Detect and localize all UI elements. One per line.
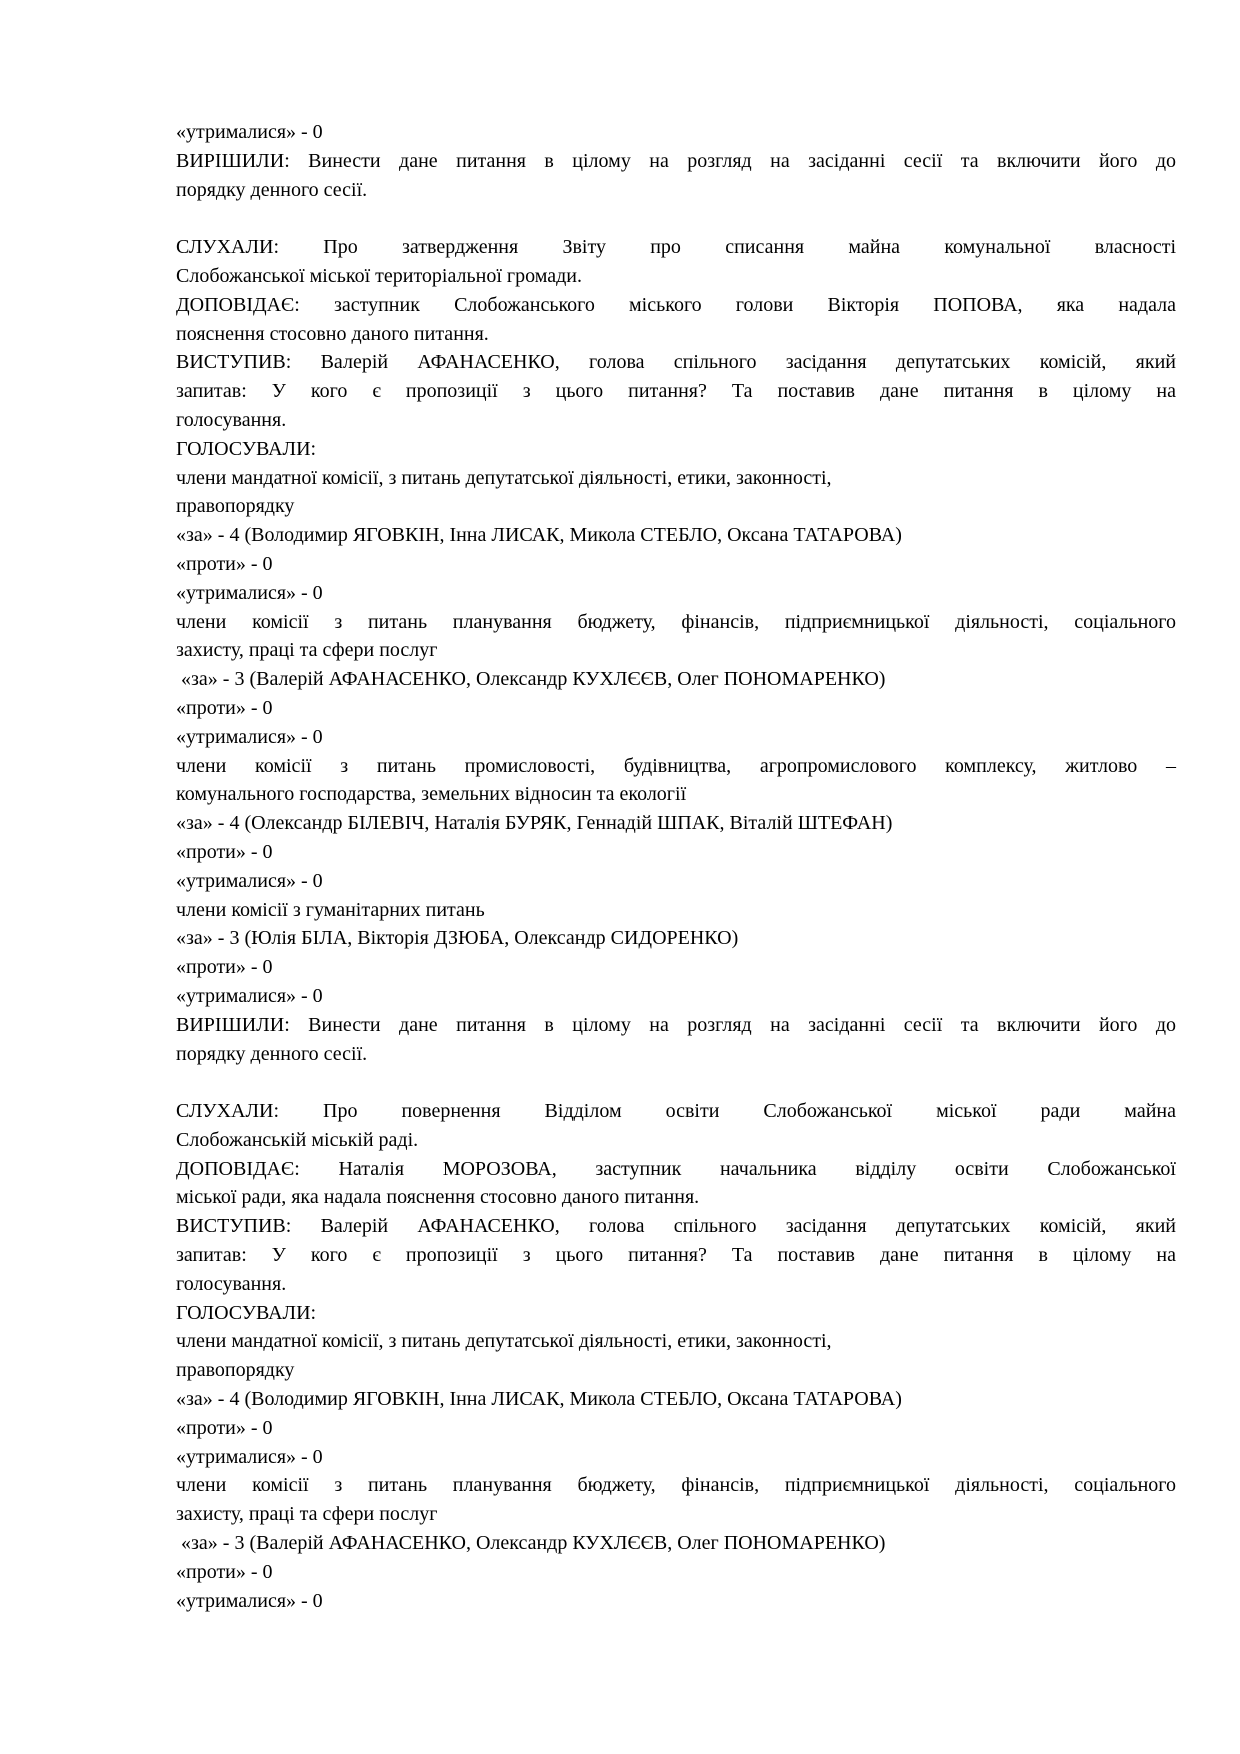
- commission-name: члени мандатної комісії, з питань депутатської діяльності, етики, законності,: [176, 1330, 832, 1353]
- vote-against: «проти» - 0: [176, 1416, 273, 1439]
- vote-against: «проти» - 0: [176, 1560, 273, 1583]
- document-page: [176, 118, 1176, 1615]
- paragraph-gap: [176, 204, 1176, 233]
- vote-against: «проти» - 0: [176, 840, 273, 863]
- vote-abstained: «утрималися» - 0: [176, 1589, 323, 1612]
- spoke-line: запитав: У кого є пропозиції з цього питання? Та поставив дане питання в цілому на: [176, 1244, 1176, 1267]
- vote-for: «за» - 4 (Олександр БІЛЕВІЧ, Наталія БУРЯК, Геннадій ШПАК, Віталій ШТЕФАН): [176, 812, 893, 835]
- commission-name: правопорядку: [176, 1359, 295, 1382]
- vote-abstained: «утрималися» - 0: [176, 869, 323, 892]
- commission-name: члени комісії з питань планування бюджету, фінансів, підприємницької діяльності, соціального: [176, 610, 1176, 633]
- paragraph-gap: [176, 1068, 1176, 1097]
- decision-line: ВИРІШИЛИ: Винести дане питання в цілому на розгляд на засіданні сесії та включити його до: [176, 149, 1176, 172]
- decision-line: порядку денного сесії.: [176, 178, 368, 201]
- spoke-line: ВИСТУПИВ: Валерій АФАНАСЕНКО, голова спільного засідання депутатських комісій, який: [176, 1215, 1176, 1238]
- commission-name: захисту, праці та сфери послуг: [176, 639, 438, 662]
- vote-against: «проти» - 0: [176, 956, 273, 979]
- decision-line: порядку денного сесії.: [176, 1042, 368, 1065]
- spoke-line: голосування.: [176, 408, 287, 431]
- vote-abstained: «утрималися» - 0: [176, 725, 323, 748]
- vote-against: «проти» - 0: [176, 552, 273, 575]
- decision-line: ВИРІШИЛИ: Винести дане питання в цілому на розгляд на засіданні сесії та включити його до: [176, 1013, 1176, 1036]
- spoke-line: голосування.: [176, 1272, 287, 1295]
- voted-heading: ГОЛОСУВАЛИ:: [176, 437, 317, 460]
- vote-against: «проти» - 0: [176, 696, 273, 719]
- voted-heading: ГОЛОСУВАЛИ:: [176, 1301, 317, 1324]
- commission-name: правопорядку: [176, 495, 295, 518]
- heard-line: СЛУХАЛИ: Про затвердження Звіту про списання майна комунальної власності: [176, 236, 1176, 259]
- commission-name: члени мандатної комісії, з питань депутатської діяльності, етики, законності,: [176, 466, 832, 489]
- commission-name: члени комісії з питань промисловості, будівництва, агропромислового комплексу, житлово –: [176, 754, 1176, 777]
- spoke-line: ВИСТУПИВ: Валерій АФАНАСЕНКО, голова спільного засідання депутатських комісій, який: [176, 351, 1176, 374]
- commission-name: члени комісії з питань планування бюджету, фінансів, підприємницької діяльності, соціального: [176, 1474, 1176, 1497]
- reports-line: міської ради, яка надала пояснення стосовно даного питання.: [176, 1186, 700, 1209]
- vote-for: «за» - 3 (Юлія БІЛА, Вікторія ДЗЮБА, Олександр СИДОРЕНКО): [176, 927, 739, 950]
- commission-name: члени комісії з гуманітарних питань: [176, 898, 485, 921]
- vote-for: «за» - 3 (Валерій АФАНАСЕНКО, Олександр КУХЛЄЄВ, Олег ПОНОМАРЕНКО): [181, 668, 886, 691]
- vote-for: «за» - 4 (Володимир ЯГОВКІН, Інна ЛИСАК, Микола СТЕБЛО, Оксана ТАТАРОВА): [176, 524, 902, 547]
- vote-for: «за» - 3 (Валерій АФАНАСЕНКО, Олександр КУХЛЄЄВ, Олег ПОНОМАРЕНКО): [181, 1532, 886, 1555]
- vote-abstained: «утрималися» - 0: [176, 581, 323, 604]
- reports-line: ДОПОВІДАЄ: Наталія МОРОЗОВА, заступник начальника відділу освіти Слобожанської: [176, 1157, 1176, 1180]
- abstained-line: «утрималися» - 0: [176, 121, 323, 143]
- heard-line: СЛУХАЛИ: Про повернення Відділом освіти Слобожанської міської ради майна: [176, 1100, 1176, 1123]
- vote-abstained: «утрималися» - 0: [176, 984, 323, 1007]
- heard-line: Слобожанській міській раді.: [176, 1128, 419, 1151]
- reports-line: ДОПОВІДАЄ: заступник Слобожанського міського голови Вікторія ПОПОВА, яка надала: [176, 293, 1176, 316]
- commission-name: захисту, праці та сфери послуг: [176, 1503, 438, 1526]
- spoke-line: запитав: У кого є пропозиції з цього питання? Та поставив дане питання в цілому на: [176, 380, 1176, 403]
- heard-line: Слобожанської міської територіальної громади.: [176, 264, 582, 287]
- commission-name: комунального господарства, земельних відносин та екології: [176, 783, 687, 806]
- reports-line: пояснення стосовно даного питання.: [176, 322, 489, 345]
- vote-for: «за» - 4 (Володимир ЯГОВКІН, Інна ЛИСАК, Микола СТЕБЛО, Оксана ТАТАРОВА): [176, 1388, 902, 1411]
- vote-abstained: «утрималися» - 0: [176, 1445, 323, 1468]
